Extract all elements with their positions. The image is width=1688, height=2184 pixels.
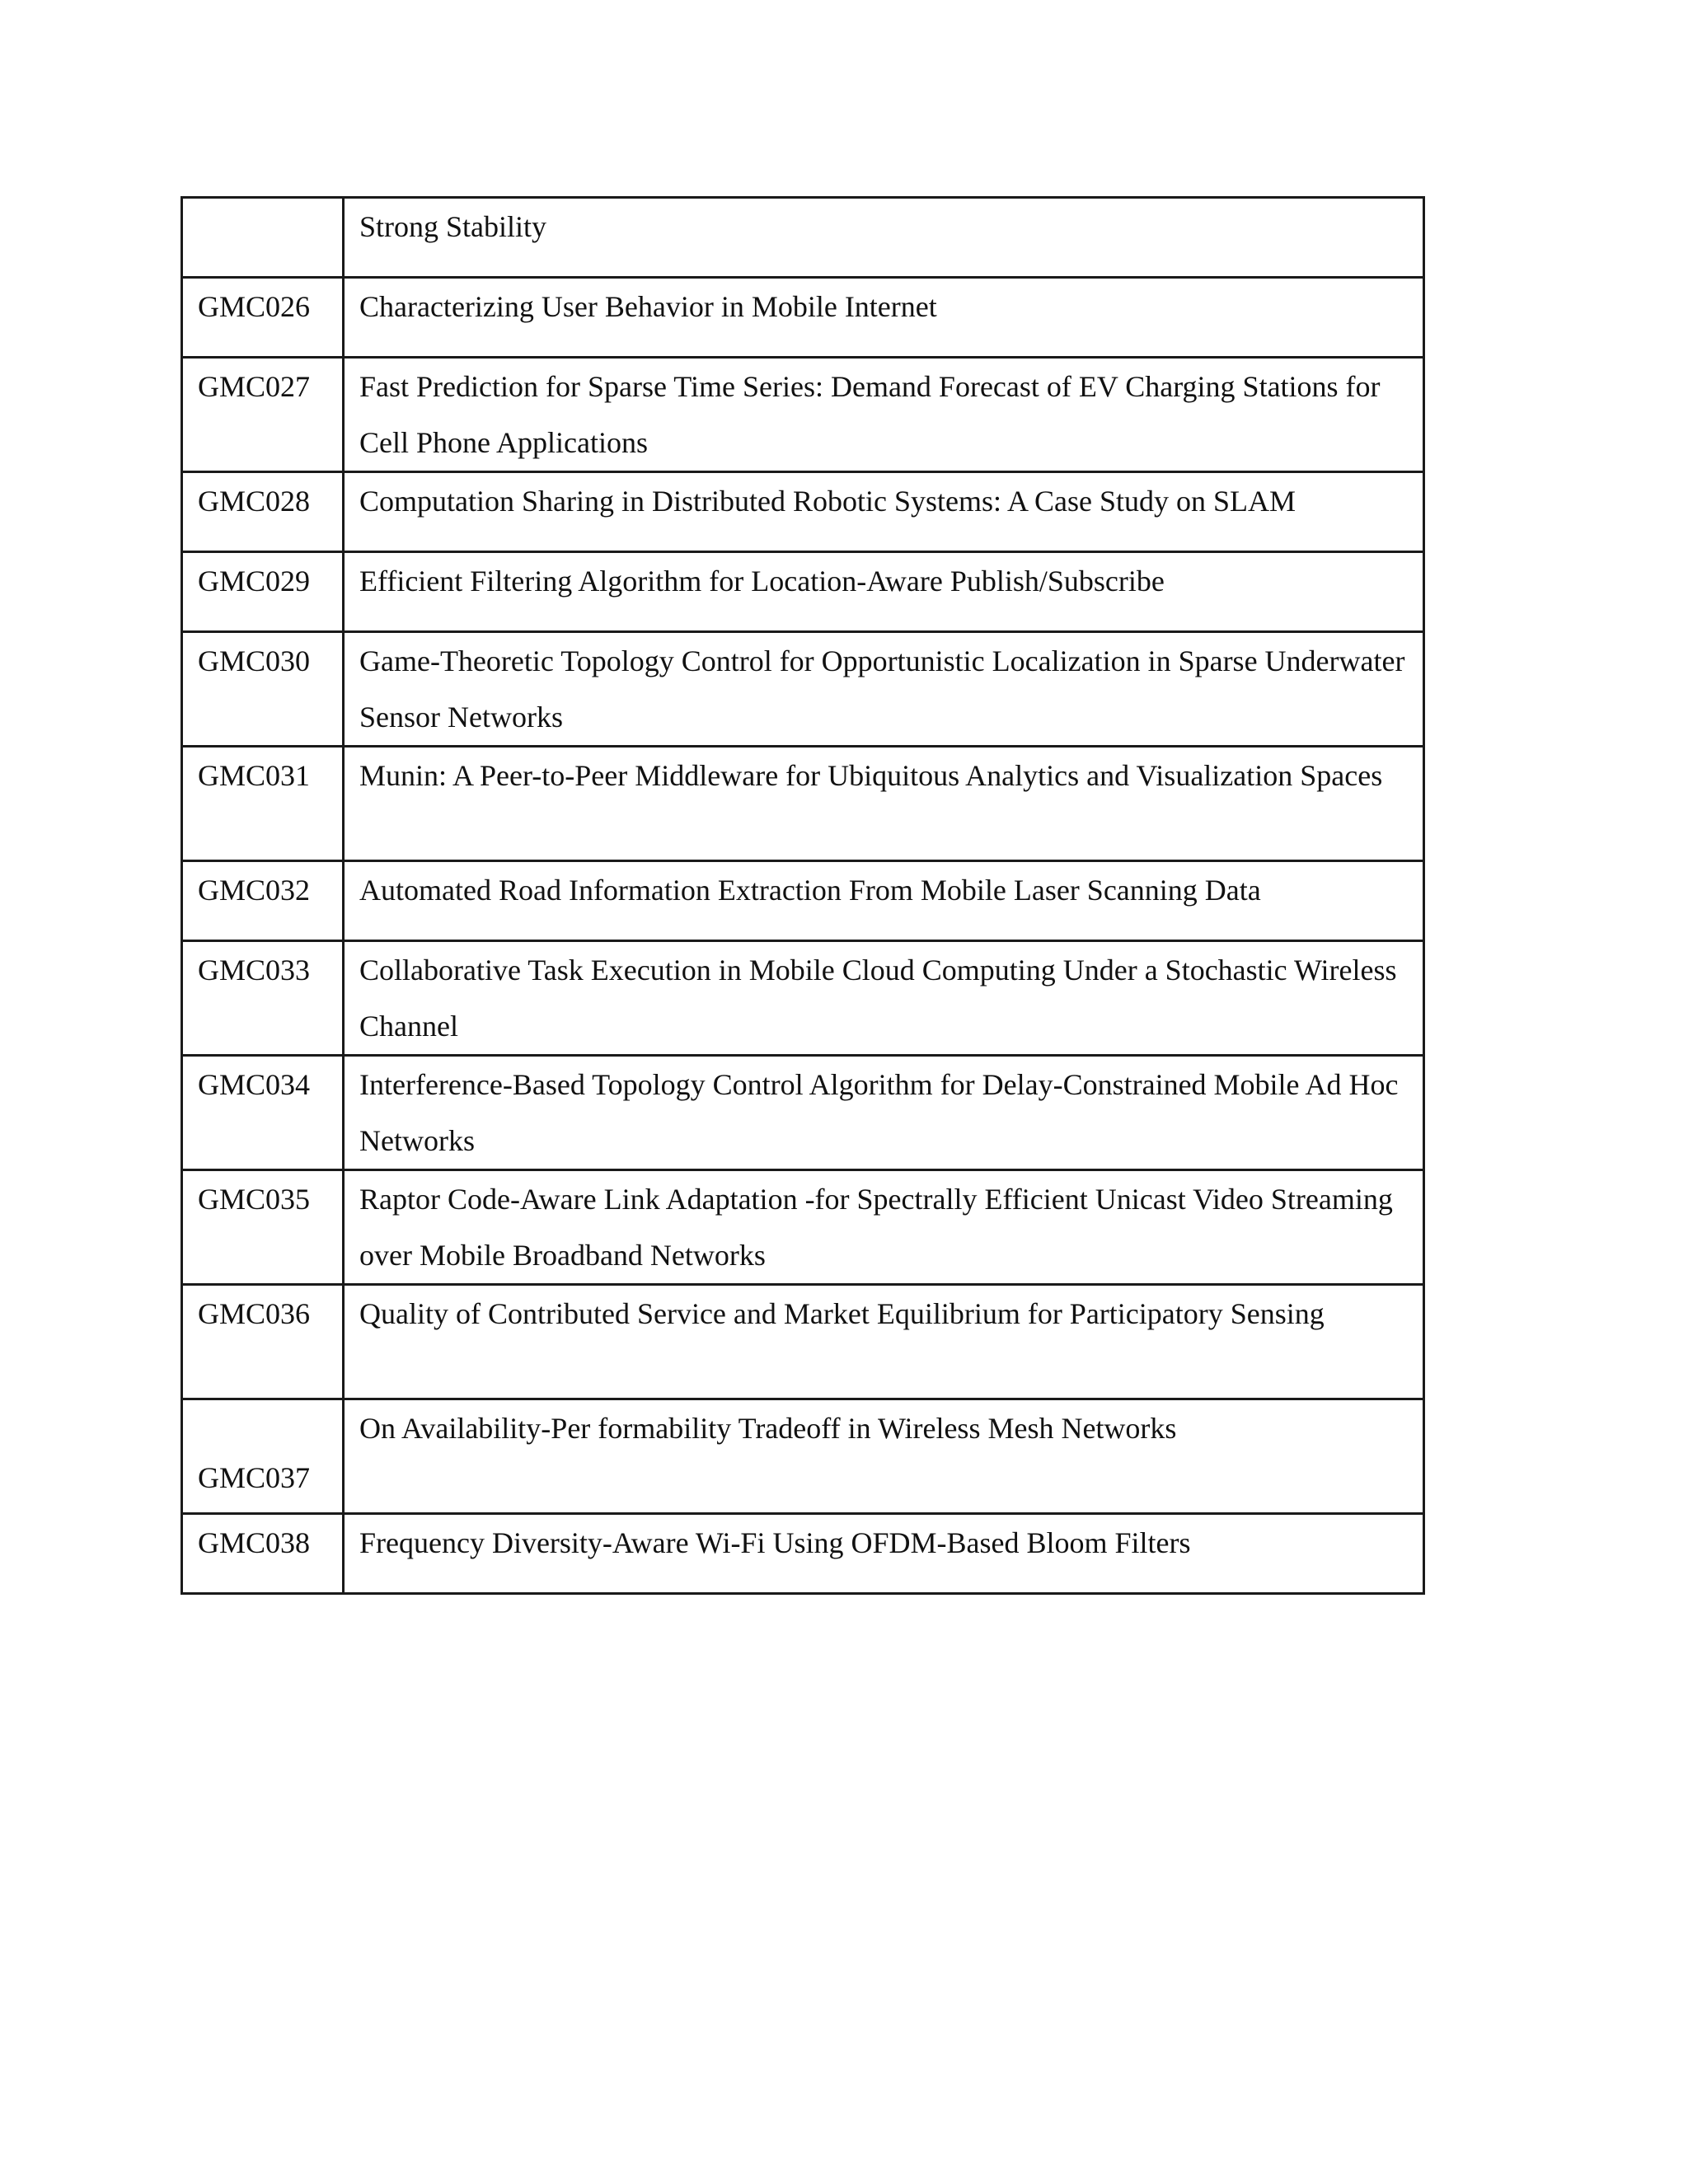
project-title: Munin: A Peer-to-Peer Middleware for Ubiquitous Analytics and Visualization Spaces: [344, 747, 1424, 861]
project-title: Frequency Diversity-Aware Wi-Fi Using OFDM-Based Bloom Filters: [344, 1514, 1424, 1594]
project-code: GMC027: [182, 358, 344, 472]
project-code: GMC029: [182, 552, 344, 632]
project-code: GMC038: [182, 1514, 344, 1594]
project-title: Raptor Code-Aware Link Adaptation -for Spectrally Efficient Unicast Video Streaming over Mobile Broadband Networks: [344, 1170, 1424, 1285]
project-code: GMC030: [182, 632, 344, 747]
project-title: Collaborative Task Execution in Mobile Cloud Computing Under a Stochastic Wireless Channel: [344, 941, 1424, 1056]
project-code: GMC032: [182, 861, 344, 941]
project-title: Efficient Filtering Algorithm for Location-Aware Publish/Subscribe: [344, 552, 1424, 632]
table-row: [182, 861, 1424, 941]
project-code: GMC036: [182, 1285, 344, 1399]
table-row: [182, 632, 1424, 747]
project-table: [181, 196, 1425, 1595]
table-row: [182, 1056, 1424, 1170]
table-row: [182, 198, 1424, 278]
project-code: GMC031: [182, 747, 344, 861]
project-title: Strong Stability: [344, 198, 1424, 278]
table-row: [182, 941, 1424, 1056]
project-code: GMC028: [182, 472, 344, 552]
project-title: Game-Theoretic Topology Control for Opportunistic Localization in Sparse Underwater Sensor Networks: [344, 632, 1424, 747]
project-title: On Availability-Per formability Tradeoff in Wireless Mesh Networks: [344, 1399, 1424, 1514]
project-code: GMC033: [182, 941, 344, 1056]
project-code: GMC034: [182, 1056, 344, 1170]
project-title: Automated Road Information Extraction From Mobile Laser Scanning Data: [344, 861, 1424, 941]
table-row: [182, 1285, 1424, 1399]
project-title: Computation Sharing in Distributed Robotic Systems: A Case Study on SLAM: [344, 472, 1424, 552]
project-title: Fast Prediction for Sparse Time Series: Demand Forecast of EV Charging Stations for Cell Phone Applications: [344, 358, 1424, 472]
project-code: GMC035: [182, 1170, 344, 1285]
table-row: [182, 472, 1424, 552]
table-row: [182, 747, 1424, 861]
table-row: [182, 552, 1424, 632]
project-title: Interference-Based Topology Control Algorithm for Delay-Constrained Mobile Ad Hoc Networks: [344, 1056, 1424, 1170]
project-code: GMC037: [182, 1399, 344, 1514]
project-title: Quality of Contributed Service and Market Equilibrium for Participatory Sensing: [344, 1285, 1424, 1399]
table-row: [182, 1514, 1424, 1594]
project-title: Characterizing User Behavior in Mobile Internet: [344, 278, 1424, 358]
project-code: GMC026: [182, 278, 344, 358]
table-row: [182, 1170, 1424, 1285]
project-code: [182, 198, 344, 278]
table-row: [182, 358, 1424, 472]
table-row: [182, 1399, 1424, 1514]
table-row: [182, 278, 1424, 358]
